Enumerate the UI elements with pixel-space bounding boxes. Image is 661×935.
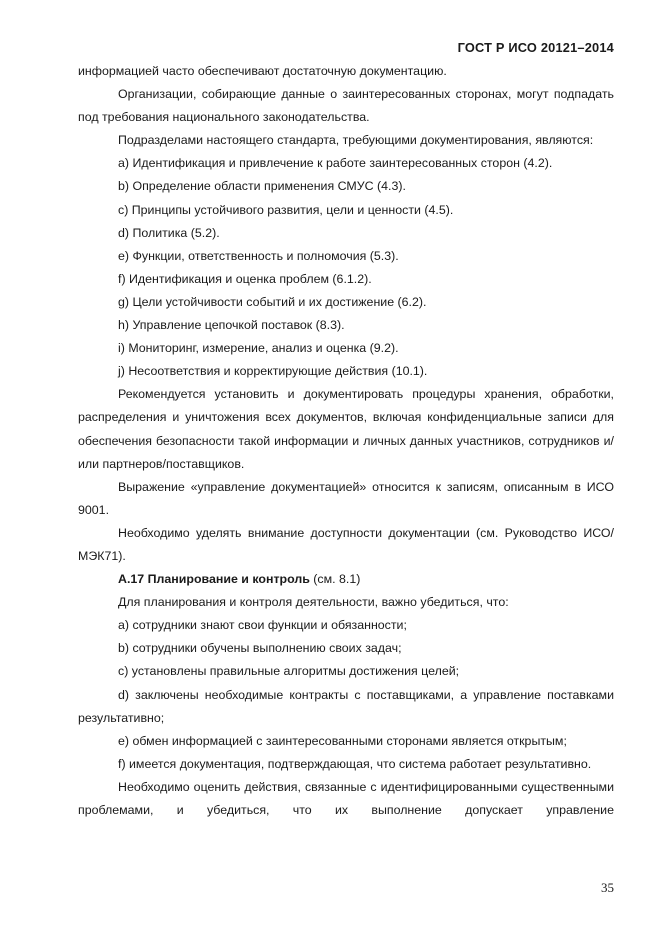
paragraph: Организации, собирающие данные о заинтересованных сторонах, могут подпадать под требования национального законодательства. <box>78 87 614 125</box>
list-item: h) Управление цепочкой поставок (8.3). <box>118 318 345 333</box>
list-item: e) обмен информацией с заинтересованными сторонами является открытым; <box>118 733 567 748</box>
paragraph: Подразделами настоящего стандарта, требующими документирования, являются: <box>118 133 594 148</box>
document-header: ГОСТ Р ИСО 20121–2014 <box>457 40 614 55</box>
list-item: a) сотрудники знают свои функции и обязанности; <box>118 618 407 633</box>
list-item: j) Несоответствия и корректирующие действия (10.1). <box>118 364 428 379</box>
list-item: a) Идентификация и привлечение к работе заинтересованных сторон (4.2). <box>118 156 553 171</box>
list-item: i) Мониторинг, измерение, анализ и оценка (9.2). <box>118 341 399 356</box>
paragraph: информацией часто обеспечивают достаточную документацию. <box>78 64 447 78</box>
list-item: c) Принципы устойчивого развития, цели и ценности (4.5). <box>118 202 454 217</box>
list-item: g) Цели устойчивости событий и их достижение (6.2). <box>118 294 427 309</box>
list-item: b) Определение области применения СМУС (4.3). <box>118 179 406 194</box>
paragraph: Рекомендуется установить и документировать процедуры хранения, обработки, распределения и уничтожения всех документов, включая конфиденциальные записи для обеспечения безопасности такой информации и личных данных участников, сотрудников и/или партнеров/поставщиков. <box>78 387 614 471</box>
list-item: b) сотрудники обучены выполнению своих задач; <box>118 641 402 656</box>
document-body <box>78 60 614 822</box>
list-item: d) Политика (5.2). <box>118 225 220 240</box>
list-item: d) заключены необходимые контракты с поставщиками, а управление поставками результативно; <box>78 687 614 725</box>
paragraph: Для планирования и контроля деятельности, важно убедиться, что: <box>118 595 509 610</box>
section-reference: (см. 8.1) <box>309 572 361 587</box>
section-title: А.17 Планирование и контроль <box>118 572 310 587</box>
page-number: 35 <box>601 880 614 895</box>
list-item: f) имеется документация, подтверждающая, что система работает результативно. <box>118 756 592 771</box>
list-item: c) установлены правильные алгоритмы достижения целей; <box>118 664 460 679</box>
paragraph: Необходимо уделять внимание доступности документации (см. Руководство ИСО/МЭК71). <box>78 525 614 563</box>
list-item: f) Идентификация и оценка проблем (6.1.2). <box>118 271 372 286</box>
paragraph: Выражение «управление документацией» относится к записям, описанным в ИСО 9001. <box>78 479 614 517</box>
paragraph: Необходимо оценить действия, связанные с идентифицированными существенными проблемами, и убедиться, что их выполнение допускает управление <box>78 779 614 817</box>
section-heading <box>78 568 614 591</box>
list-item: e) Функции, ответственность и полномочия (5.3). <box>118 248 399 263</box>
